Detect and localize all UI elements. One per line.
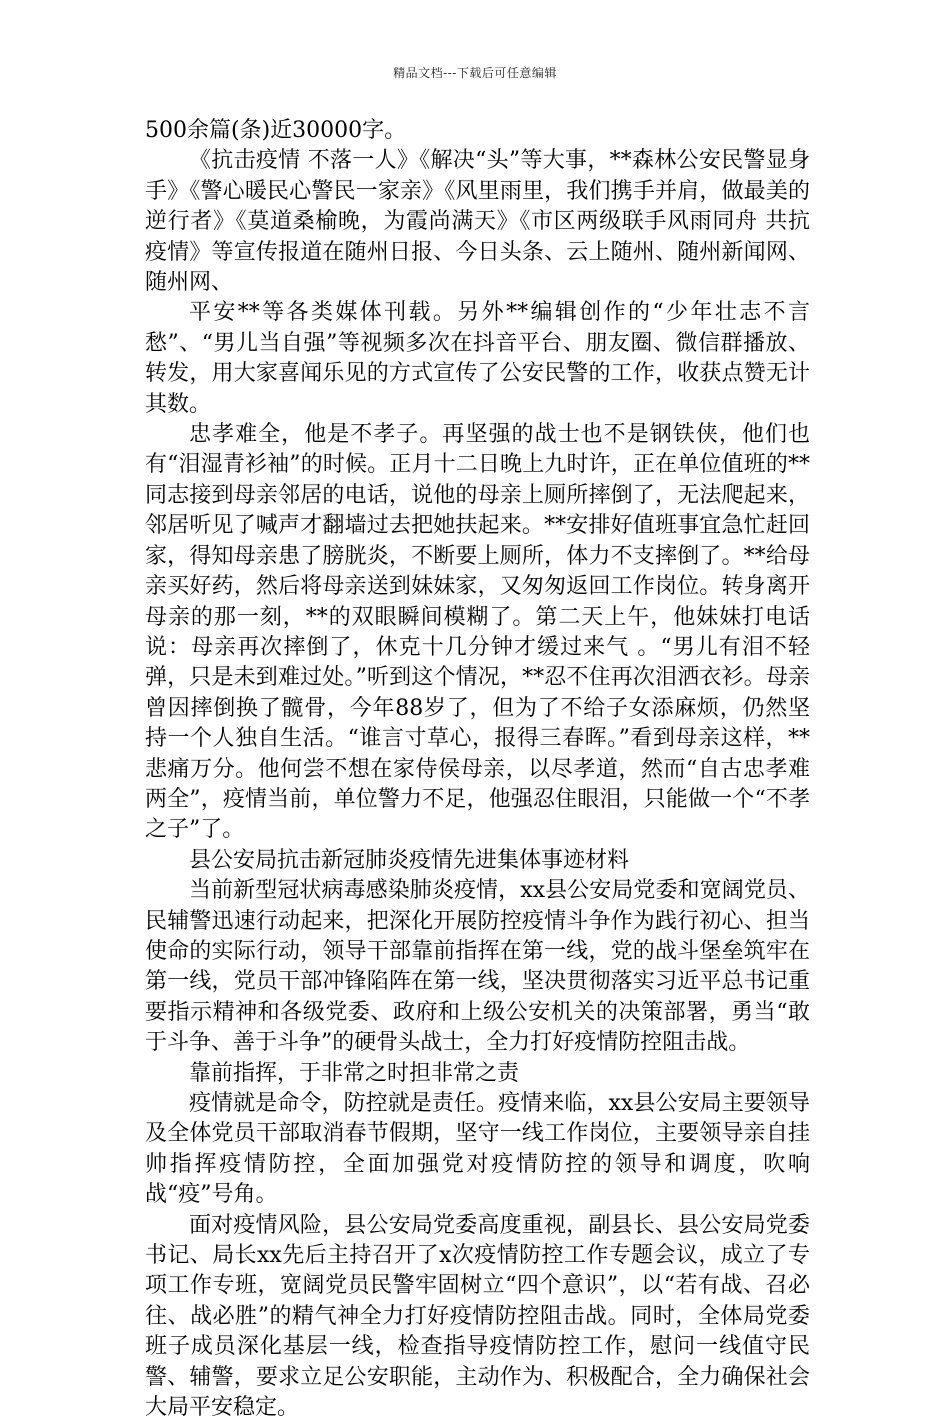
- document-body: [145, 116, 810, 1423]
- paragraph-word-count: 500余篇(条)近30000字。: [145, 118, 407, 143]
- page-header: 精品文档---下载后可任意编辑: [393, 66, 557, 80]
- paragraph-party-committee: 面对疫情风险，县公安局党委高度重视，副县长、县公安局党委书记、局长xx先后主持召开了x次疫情防控工作专题会议，成立了专项工作专班，宽阔党员民警牢固树立“四个意识”，以“若有战、召必往、战必胜”的精气神全力打好疫情防控阻击战。同时，全体局党委班子成员深化基层一线，检查指导疫情防控工作，慰问一线值守民警、辅警，要求立足公安职能，主动作为、积极配合，全力确保社会大局平安稳定。: [145, 1212, 810, 1421]
- section-subheading-command: 靠前指挥，于非常之时担非常之责: [189, 1060, 520, 1086]
- paragraph-video-publicity: 平安**等各类媒体刊载。另外**编辑创作的“少年壮志不言愁”、“男儿当自强”等视频多次在抖音平台、朋友圈、微信群播放、转发，用大家喜闻乐见的方式宣传了公安民警的工作，收获点赞无计其数。: [145, 300, 810, 417]
- paragraph-intro-epidemic: 当前新型冠状病毒感染肺炎疫情，xx县公安局党委和宽阔党员、民辅警迅速行动起来，把深化开展防控疫情斗争作为践行初心、担当使命的实际行动，领导干部靠前指挥在第一线，党的战斗堡垒筑牢在第一线，党员干部冲锋陷阵在第一线，坚决贯彻落实习近平总书记重要指示精神和各级党委、政府和上级公安机关的决策部署，勇当“敢于斗争、善于斗争”的硬骨头战士，全力打好疫情防控阻击战。: [145, 878, 810, 1056]
- section-heading-collective: 县公安局抗击新冠肺炎疫情先进集体事迹材料: [189, 847, 630, 873]
- paragraph-media-reports: 《抗击疫情 不落一人》《解决“头”等大事，**森林公安民警显身手》《警心暖民心警民一家亲》《风里雨里，我们携手并肩，做最美的逆行者》《莫道桑榆晚，为霞尚满天》《市区两级联手风雨同舟 共抗疫情》等宣传报道在随州日报、今日头条、云上随州、随州新闻网、随州网、: [145, 148, 810, 296]
- paragraph-loyalty-filial: 忠孝难全，他是不孝子。再坚强的战士也不是钢铁侠，他们也有“泪湿青衫袖”的时候。正月十二日晚上九时许，正在单位值班的**同志接到母亲邻居的电话，说他的母亲上厕所摔倒了，无法爬起来，邻居听见了喊声才翻墙过去把她扶起来。**安排好值班事宜急忙赶回家，得知母亲患了膀胱炎，不断要上厕所，体力不支摔倒了。**给母亲买好药，然后将母亲送到妹妹家，又匆匆返回工作岗位。转身离开母亲的那一刻，**的双眼瞬间模糊了。第二天上午，他妹妹打电话说：母亲再次摔倒了，休克十几分钟才缓过来气 。“男儿有泪不轻弹，只是未到难过处。”听到这个情况，**忍不住再次泪洒衣衫。母亲曾因摔倒换了髋骨，今年88岁了，但为了不给子女添麻烦，仍然坚持一个人独自生活。“谁言寸草心，报得三春晖。”看到母亲这样，**悲痛万分。他何尝不想在家侍侯母亲，以尽孝道，然而“自古忠孝难两全”，疫情当前，单位警力不足，他强忍住眼泪，只能做一个“不孝之子”了。: [145, 422, 810, 843]
- paragraph-command-responsibility: 疫情就是命令，防控就是责任。疫情来临，xx县公安局主要领导及全体党员干部取消春节假期，坚守一线工作岗位，主要领导亲自挂帅指挥疫情防控，全面加强党对疫情防控的领导和调度，吹响战“疫”号角。: [145, 1091, 810, 1208]
